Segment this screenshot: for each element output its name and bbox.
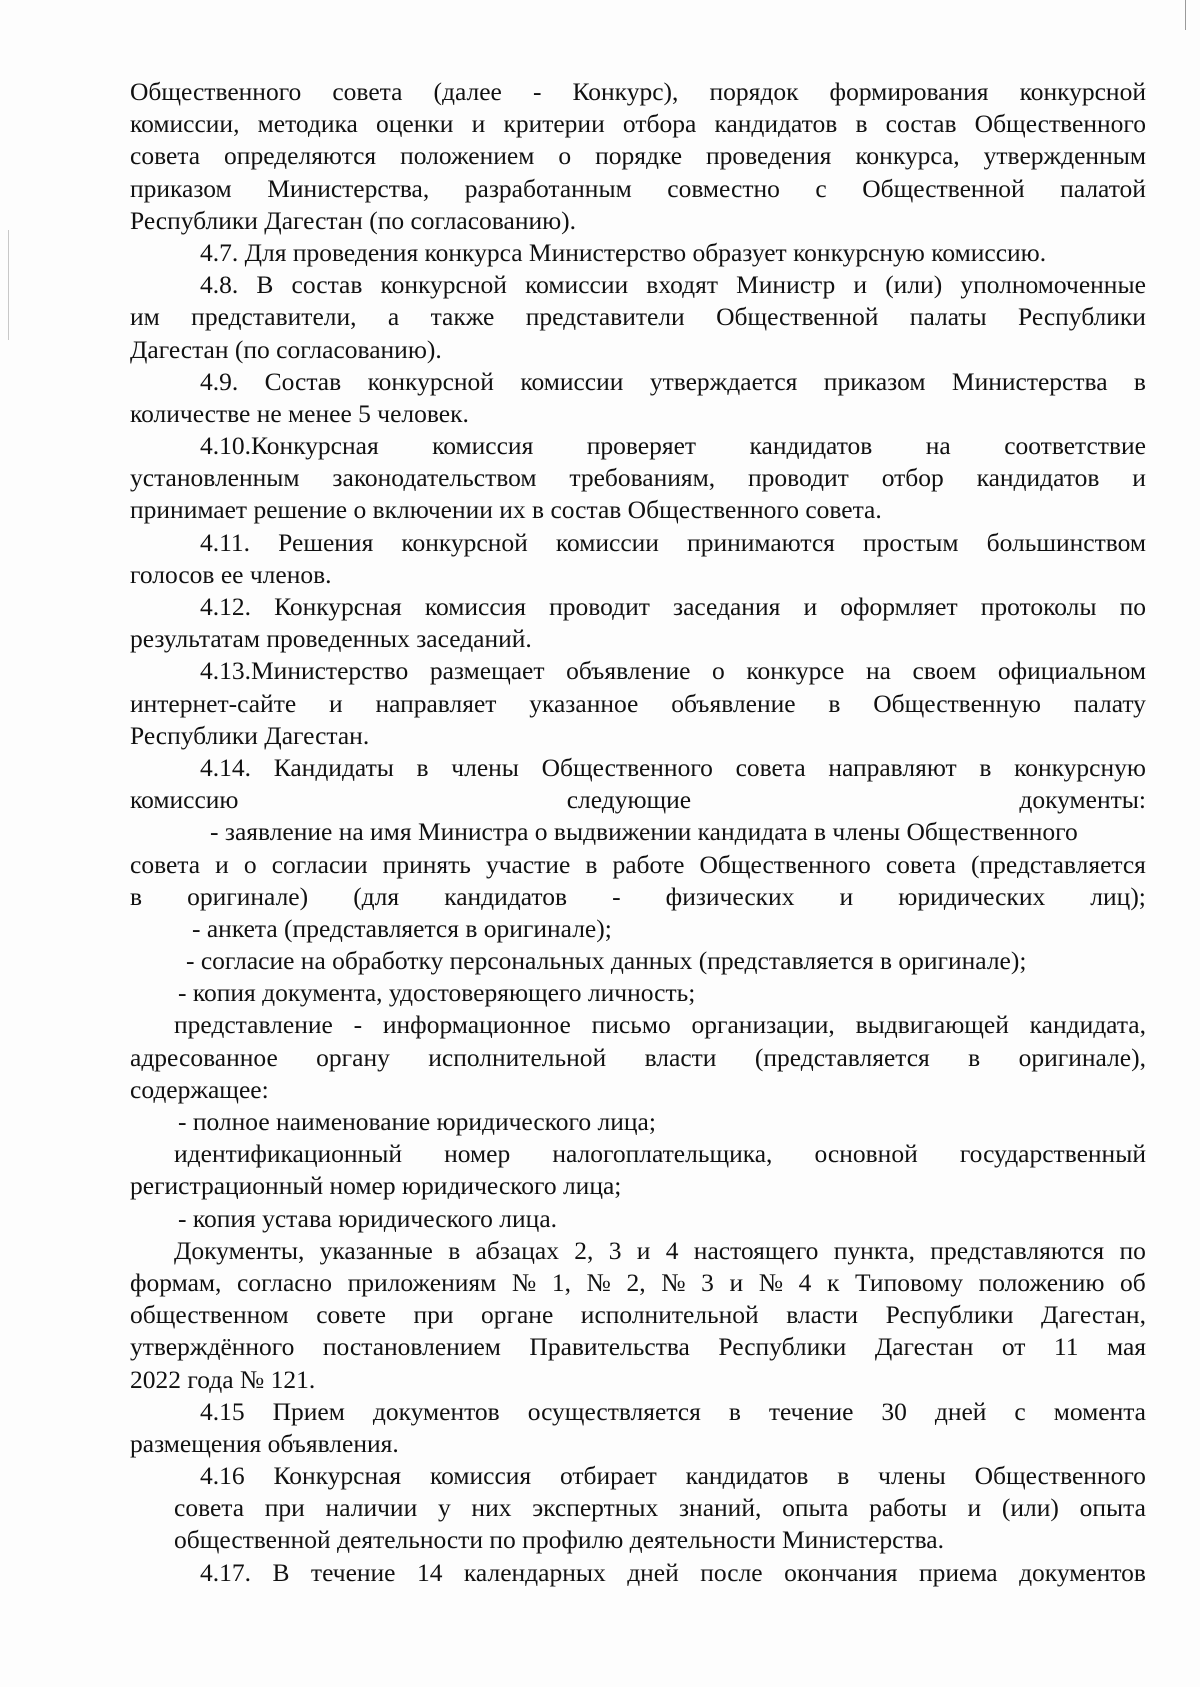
word: конкурсную: [1014, 752, 1146, 782]
word: в: [1133, 366, 1146, 396]
word: документов: [372, 1396, 500, 1426]
word: положением: [400, 141, 535, 171]
word: и: [328, 688, 343, 718]
word: от: [1001, 1332, 1026, 1362]
word: Министерства: [951, 366, 1108, 396]
word: проводит: [748, 463, 849, 493]
word: с: [815, 173, 827, 203]
word: комиссии: [525, 270, 629, 300]
word: 11: [1053, 1332, 1079, 1362]
word: указанные: [319, 1235, 433, 1265]
word: по: [1119, 592, 1146, 621]
text-line: [130, 591, 1146, 623]
word: в: [448, 1235, 461, 1265]
word: 3: [608, 1235, 622, 1265]
word: знаний,: [678, 1493, 762, 1523]
word: 14: [416, 1557, 443, 1587]
word: 4.9.: [200, 366, 239, 396]
word: представление: [174, 1010, 333, 1040]
word: информационное: [382, 1010, 571, 1040]
word: органу: [316, 1042, 390, 1072]
word: -: [532, 77, 542, 106]
text-line: содержащее:: [130, 1074, 269, 1104]
word: кандидатов: [444, 881, 568, 911]
word: к: [827, 1267, 840, 1297]
word: приказом: [130, 173, 232, 203]
text-line: [130, 1267, 1146, 1299]
word: Общественного: [974, 1461, 1146, 1491]
text-line: - анкета (представляется в оригинале);: [192, 913, 612, 943]
scan-edge-line: [1185, 0, 1186, 30]
word: 4.12.: [200, 592, 251, 621]
text-line: [130, 655, 1146, 687]
word: следующие: [566, 785, 692, 815]
word: положению: [978, 1267, 1105, 1297]
word: приказом: [823, 366, 926, 396]
word: конкурсной: [401, 527, 528, 557]
word: по: [1119, 1235, 1146, 1265]
word: соответствие: [1004, 431, 1146, 461]
word: размещает: [429, 656, 545, 686]
word: приема: [918, 1557, 998, 1587]
word: дней: [627, 1557, 679, 1587]
word: при: [413, 1300, 454, 1330]
word: Республики: [1018, 302, 1146, 332]
word: (представляется: [970, 849, 1146, 879]
word: комиссии: [520, 366, 624, 396]
word: 4.13.Министерство: [200, 656, 409, 686]
word: им: [130, 302, 160, 332]
word: выдвигающей: [855, 1010, 1009, 1040]
word: направляет: [375, 688, 497, 718]
text-line: [130, 688, 1146, 720]
word: совета: [174, 1493, 245, 1523]
word: экспертных: [532, 1493, 659, 1523]
word: течение: [768, 1396, 854, 1426]
word: Прием: [272, 1396, 345, 1426]
text-line: [130, 301, 1146, 333]
word: -: [612, 881, 621, 911]
word: Состав: [264, 366, 342, 396]
text-line: [130, 1235, 1146, 1267]
word: порядок: [709, 77, 799, 106]
word: утвержденным: [983, 141, 1146, 171]
word: Решения: [278, 527, 374, 557]
word: палату: [1073, 688, 1146, 718]
word: 4.16: [200, 1461, 245, 1491]
word: о: [712, 656, 725, 686]
word: отбор: [881, 463, 944, 493]
text-line: принимает решение о включении их в состав Общественного совета.: [130, 495, 882, 525]
word: в: [416, 752, 429, 782]
word: в: [585, 849, 598, 879]
word: Дагестан: [874, 1332, 974, 1362]
word: и: [967, 1493, 982, 1523]
word: кандидатов: [714, 109, 838, 139]
word: течение: [310, 1557, 396, 1587]
word: совета: [885, 849, 956, 879]
word: на: [925, 431, 951, 461]
word: в: [837, 1461, 850, 1491]
word: государственный: [959, 1139, 1146, 1169]
word: и: [471, 109, 486, 139]
text-line: 2022 года № 121.: [130, 1364, 316, 1394]
text-line: 4.7. Для проведения конкурса Министерство образует конкурсную комиссию.: [200, 237, 1047, 267]
text-line: [130, 462, 1146, 494]
text-line: результатам проведенных заседаний.: [130, 624, 532, 654]
word: официальном: [997, 656, 1146, 686]
word: наличии: [325, 1493, 418, 1523]
word: документы:: [1019, 785, 1146, 815]
word: В: [256, 270, 274, 300]
word: также: [430, 302, 495, 332]
word: формирования: [829, 77, 989, 106]
text-line: регистрационный номер юридического лица;: [130, 1171, 622, 1201]
text-line: - заявление на имя Министра о выдвижении кандидата в члены Общественного: [210, 817, 1078, 847]
word: оригинале),: [1018, 1042, 1146, 1072]
word: утверждённого: [130, 1332, 295, 1362]
word: и: [636, 1235, 651, 1265]
word: объявление: [671, 688, 796, 718]
word: Республики: [885, 1300, 1014, 1330]
document-body: [130, 76, 1146, 1589]
word: Министр: [736, 270, 836, 300]
word: принять: [382, 849, 471, 879]
word: и: [215, 849, 229, 879]
word: В: [272, 1557, 290, 1587]
word: и: [803, 592, 818, 621]
text-line: Республики Дагестан (по согласованию).: [130, 205, 577, 235]
word: интернет-сайте: [130, 688, 297, 718]
text-line: [130, 849, 1146, 881]
word: конкурсной: [380, 270, 507, 300]
word: согласии: [271, 849, 368, 879]
text-line: [130, 140, 1146, 172]
word: члены: [878, 1461, 946, 1491]
word: опыта: [782, 1493, 849, 1523]
word: физических: [665, 881, 795, 911]
text-line: [130, 1492, 1146, 1524]
word: комиссия: [424, 592, 527, 621]
word: абзацах: [475, 1235, 559, 1265]
word: заседания: [673, 592, 781, 621]
word: комиссии,: [130, 109, 240, 139]
word: 4.14.: [200, 752, 251, 782]
word: комиссии: [555, 527, 659, 557]
word: (далее: [433, 77, 502, 106]
text-line: [130, 752, 1146, 784]
word: приложениям: [347, 1267, 497, 1297]
word: и: [1132, 463, 1146, 493]
word: о: [243, 849, 257, 879]
word: представляются: [930, 1235, 1105, 1265]
word: постановлением: [322, 1332, 501, 1362]
word: в: [130, 881, 143, 911]
word: Общественного: [974, 109, 1146, 139]
word: принимаются: [687, 527, 835, 557]
text-line: количестве не менее 5 человек.: [130, 398, 469, 428]
word: проведения: [706, 141, 832, 171]
word: с: [1014, 1396, 1026, 1426]
word: Документы,: [174, 1235, 305, 1265]
word: комиссия: [432, 431, 534, 461]
text-line: [130, 430, 1146, 462]
word: палатой: [1060, 173, 1146, 203]
word: исполнительной: [428, 1042, 607, 1072]
text-line: размещения объявления.: [130, 1428, 399, 1458]
word: в: [828, 688, 841, 718]
word: требованиям,: [569, 463, 716, 493]
word: и: [853, 270, 868, 300]
word: большинством: [986, 527, 1146, 557]
word: -: [353, 1010, 363, 1040]
text-line: - копия устава юридического лица.: [178, 1203, 558, 1233]
word: в: [979, 752, 992, 782]
word: Общественную: [873, 688, 1041, 718]
word: кандидатов: [749, 431, 873, 461]
word: кандидатов: [685, 1461, 809, 1491]
word: календарных: [463, 1557, 606, 1587]
word: организации,: [691, 1010, 835, 1040]
word: конкурсной: [367, 366, 494, 396]
word: разработанным: [464, 173, 632, 203]
word: методика: [257, 109, 358, 139]
word: №: [758, 1267, 784, 1297]
word: 4.15: [200, 1396, 245, 1426]
word: порядке: [595, 141, 683, 171]
word: (для: [353, 881, 400, 911]
word: в: [855, 109, 868, 139]
word: совета: [130, 849, 201, 879]
word: органе: [481, 1300, 554, 1330]
word: об: [1120, 1267, 1146, 1297]
word: 2,: [626, 1267, 646, 1297]
word: совместно: [667, 173, 780, 203]
word: отбора: [622, 109, 697, 139]
word: Общественного: [699, 849, 871, 879]
word: номер: [444, 1139, 511, 1169]
word: члены: [451, 752, 519, 782]
word: момента: [1053, 1396, 1146, 1426]
word: своем: [912, 656, 977, 686]
word: кандидата,: [1029, 1010, 1146, 1040]
word: определяются: [224, 141, 377, 171]
word: 2,: [574, 1235, 594, 1265]
word: конкурсе: [746, 656, 845, 686]
word: работе: [612, 849, 685, 879]
word: оценки: [376, 109, 454, 139]
word: состав: [291, 270, 363, 300]
word: о: [558, 141, 572, 171]
text-line: [130, 527, 1146, 559]
text-line: общественной деятельности по профилю деятельности Министерства.: [174, 1525, 944, 1555]
word: объявление: [566, 656, 691, 686]
word: оформляет: [840, 592, 958, 621]
word: Дагестан,: [1041, 1300, 1146, 1330]
word: уполномоченные: [960, 270, 1146, 300]
word: 4: [798, 1267, 812, 1297]
word: Конкурсная: [273, 1461, 402, 1491]
text-line: [130, 1138, 1146, 1170]
word: Республики: [718, 1332, 847, 1362]
text-line: [130, 1396, 1146, 1428]
word: власти: [644, 1042, 717, 1072]
word: и: [729, 1267, 744, 1297]
text-line: [130, 1042, 1146, 1074]
word: №: [511, 1267, 537, 1297]
word: участие: [485, 849, 571, 879]
word: представители: [525, 302, 685, 332]
word: пункта,: [833, 1235, 915, 1265]
word: письмо: [591, 1010, 671, 1040]
word: совета: [735, 752, 806, 782]
word: осуществляется: [527, 1396, 701, 1426]
word: 4.17.: [200, 1557, 251, 1587]
word: и: [839, 881, 854, 911]
word: Конкурс),: [572, 77, 679, 106]
text-line: [130, 108, 1146, 140]
word: направляют: [828, 752, 957, 782]
word: утверждается: [649, 366, 798, 396]
text-line: [130, 1331, 1146, 1363]
word: документов: [1019, 1557, 1146, 1587]
text-line: [130, 1299, 1146, 1331]
word: 1,: [551, 1267, 571, 1297]
word: представители,: [191, 302, 357, 332]
word: протоколы: [980, 592, 1097, 621]
text-line: Республики Дагестан.: [130, 720, 370, 750]
text-line: [130, 1557, 1146, 1589]
word: Общественной: [862, 173, 1025, 203]
text-line: - согласие на обработку персональных данных (представляется в оригинале);: [186, 946, 1027, 976]
word: Конкурсная: [274, 592, 402, 621]
word: лиц);: [1090, 881, 1146, 911]
word: опыта: [1079, 1493, 1146, 1523]
word: идентификационный: [174, 1139, 402, 1169]
word: (или): [1001, 1493, 1059, 1523]
word: а: [387, 302, 400, 332]
word: указанное: [529, 688, 639, 718]
text-line: [130, 269, 1146, 301]
word: совета: [130, 141, 201, 171]
word: отбирает: [560, 1461, 657, 1491]
scan-left-shadow: [8, 230, 9, 340]
word: проверяет: [586, 431, 697, 461]
text-line: [130, 1460, 1146, 1492]
word: в: [968, 1042, 981, 1072]
text-line: [130, 1009, 1146, 1041]
word: дней: [934, 1396, 987, 1426]
word: основной: [814, 1139, 918, 1169]
word: Общественного: [541, 752, 713, 782]
word: (или): [885, 270, 943, 300]
word: Общественной: [716, 302, 879, 332]
word: 3: [701, 1267, 714, 1297]
word: согласно: [237, 1267, 333, 1297]
word: Кандидаты: [273, 752, 394, 782]
word: юридических: [898, 881, 1046, 911]
text-line: [130, 76, 1146, 108]
word: установленным: [130, 463, 300, 493]
word: проводит: [549, 592, 650, 621]
word: Министерства,: [267, 173, 430, 203]
word: совета: [332, 77, 403, 106]
text-line: [130, 881, 1146, 913]
word: адресованное: [130, 1042, 278, 1072]
text-line: [130, 366, 1146, 398]
word: критерии: [503, 109, 605, 139]
word: у: [437, 1493, 451, 1523]
word: Типовому: [854, 1267, 963, 1297]
word: №: [586, 1267, 611, 1297]
word: входят: [646, 270, 718, 300]
text-line: - полное наименование юридического лица;: [178, 1107, 656, 1136]
word: на: [865, 656, 891, 686]
word: совете: [316, 1300, 386, 1330]
word: после: [700, 1557, 763, 1587]
word: 4.11.: [200, 527, 251, 557]
word: конкурсной: [1019, 77, 1146, 106]
text-line: голосов ее членов.: [130, 559, 332, 589]
word: при: [264, 1493, 305, 1523]
word: Правительства: [529, 1332, 690, 1362]
word: простым: [862, 527, 959, 557]
word: настоящего: [693, 1235, 819, 1265]
word: (представляется: [754, 1042, 930, 1072]
word: комиссию: [130, 785, 239, 815]
word: 30: [881, 1396, 907, 1426]
word: окончания: [784, 1557, 898, 1587]
word: общественном: [130, 1300, 289, 1330]
word: формам,: [130, 1267, 222, 1297]
word: мая: [1106, 1332, 1146, 1362]
word: власти: [786, 1300, 859, 1330]
text-line: [130, 173, 1146, 205]
word: 4.8.: [200, 270, 239, 300]
word: 4: [665, 1235, 679, 1265]
word: законодательством: [332, 463, 537, 493]
word: в: [728, 1396, 741, 1426]
word: состав: [885, 109, 957, 139]
word: налогоплательщика,: [552, 1139, 773, 1169]
word: Общественного: [130, 77, 302, 106]
word: №: [661, 1267, 686, 1297]
word: кандидатов: [976, 463, 1100, 493]
text-line: Дагестан (по согласованию).: [130, 334, 442, 364]
word: 4.10.Конкурсная: [200, 431, 379, 461]
word: комиссия: [430, 1461, 532, 1491]
word: палаты: [909, 302, 987, 332]
word: работы: [869, 1493, 947, 1523]
word: конкурса,: [855, 141, 960, 171]
text-line: - копия документа, удостоверяющего личность;: [178, 978, 696, 1008]
word: них: [471, 1493, 512, 1523]
word: оригинале): [187, 881, 309, 911]
text-line: [130, 784, 1146, 816]
word: исполнительной: [580, 1300, 759, 1330]
